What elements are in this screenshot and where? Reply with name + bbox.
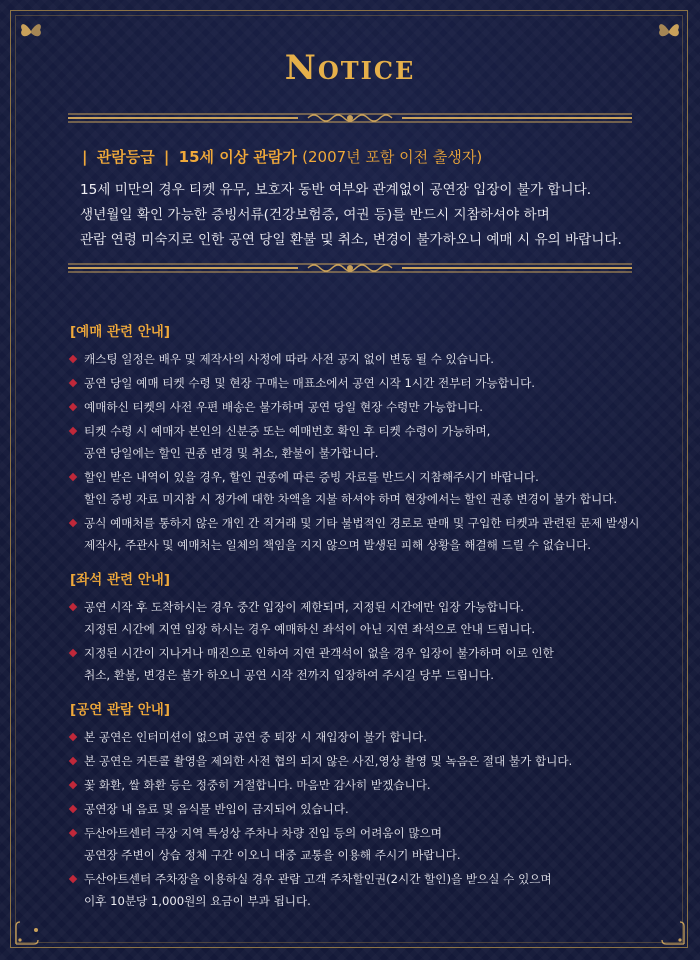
rating-heading <box>78 146 482 167</box>
rating-line: 15세 미만의 경우 티켓 유무, 보호자 동반 여부와 관계없이 공연장 입장이 불가 합니다. <box>80 182 592 198</box>
list-item <box>70 726 650 748</box>
list-item-text: 공식 예매처를 통하지 않은 개인 간 직거래 및 기타 불법적인 경로로 판매 및 구입한 티켓과 관련된 문제 발생시 <box>84 516 640 530</box>
section-title: [좌석 관련 안내] <box>70 572 170 588</box>
diamond-bullet-icon <box>69 379 77 387</box>
rating-note: (2007년 포함 이전 출생자) <box>302 148 483 166</box>
list-item-text: 두산아트센터 주차장을 이용하실 경우 관람 고객 주차할인권(2시간 할인)을 받으실 수 있으며 <box>84 872 552 886</box>
notice-sections <box>70 322 650 926</box>
list-item-text: 할인 증빙 자료 미지참 시 정가에 대한 차액을 지불 하셔야 하며 현장에서는 할인 권종 변경이 불가 합니다. <box>84 492 618 506</box>
list-item <box>70 596 650 640</box>
diamond-bullet-icon <box>69 875 77 883</box>
diamond-bullet-icon <box>69 355 77 363</box>
list-item <box>70 822 650 866</box>
list-item <box>70 396 650 418</box>
rating-label: 관람등급 <box>96 148 155 166</box>
ornamental-divider <box>68 110 632 126</box>
ornamental-divider <box>68 260 632 276</box>
list-item-text: 캐스팅 일정은 배우 및 제작사의 사정에 따라 사전 공지 없이 변동 될 수 있습니다. <box>84 352 494 366</box>
diamond-bullet-icon <box>69 805 77 813</box>
list-item-text: 두산아트센터 극장 지역 특성상 주차나 차량 진입 등의 어려움이 많으며 <box>84 826 442 840</box>
list-item-text: 지정된 시간에 지연 입장 하시는 경우 예매하신 좌석이 아닌 지연 좌석으로 안내 드립니다. <box>84 622 536 636</box>
rating-description <box>80 178 640 253</box>
rating-line: 생년월일 확인 가능한 증빙서류(건강보험증, 여권 등)를 반드시 지참하셔야 하며 <box>80 207 550 223</box>
list-item <box>70 798 650 820</box>
diamond-bullet-icon <box>69 473 77 481</box>
list-item <box>70 774 650 796</box>
bar-separator: | <box>163 148 170 166</box>
list-item-text: 티켓 수령 시 예매자 본인의 신분증 또는 예매번호 확인 후 티켓 수령이 가능하며, <box>84 424 491 438</box>
list-item <box>70 420 650 464</box>
notice-section <box>70 570 650 686</box>
rating-line: 관람 연령 미숙지로 인한 공연 당일 환불 및 취소, 변경이 불가하오니 예매 시 유의 바랍니다. <box>80 232 622 248</box>
corner-flourish-icon <box>14 920 40 946</box>
list-item <box>70 372 650 394</box>
list-item-text: 지정된 시간이 지나거나 매진으로 인하여 지연 관객석이 없을 경우 입장이 불가하며 이로 인한 <box>84 646 554 660</box>
diamond-bullet-icon <box>69 603 77 611</box>
list-item-text: 할인 받은 내역이 있을 경우, 할인 권종에 따른 증빙 자료를 반드시 지참해주시기 바랍니다. <box>84 470 539 484</box>
butterfly-ornament-icon <box>18 18 44 44</box>
page-title: Notice <box>284 48 416 88</box>
rating-value: 15세 이상 관람가 <box>178 148 297 166</box>
diamond-bullet-icon <box>69 427 77 435</box>
corner-flourish-icon <box>660 920 686 946</box>
list-item-text: 예매하신 티켓의 사전 우편 배송은 불가하며 공연 당일 현장 수령만 가능합니다. <box>84 400 483 414</box>
butterfly-ornament-icon <box>656 18 682 44</box>
list-item <box>70 642 650 686</box>
diamond-bullet-icon <box>69 829 77 837</box>
diamond-bullet-icon <box>69 757 77 765</box>
diamond-bullet-icon <box>69 649 77 657</box>
section-title: [공연 관람 안내] <box>70 702 170 718</box>
notice-section <box>70 700 650 912</box>
diamond-bullet-icon <box>69 733 77 741</box>
diamond-bullet-icon <box>69 519 77 527</box>
list-item <box>70 466 650 510</box>
list-item <box>70 348 650 370</box>
diamond-bullet-icon <box>69 781 77 789</box>
list-item-text: 제작사, 주관사 및 예매처는 일체의 책임을 지지 않으며 발생된 피해 상황을 해결해 드릴 수 없습니다. <box>84 538 591 552</box>
notice-section <box>70 322 650 556</box>
ornament-dot <box>34 928 38 932</box>
list-item-text: 공연장 내 음료 및 음식물 반입이 금지되어 있습니다. <box>84 802 349 816</box>
list-item <box>70 868 650 912</box>
diamond-bullet-icon <box>69 403 77 411</box>
list-item-text: 본 공연은 커튼콜 촬영을 제외한 사전 협의 되지 않은 사진,영상 촬영 및 녹음은 절대 불가 합니다. <box>84 754 573 768</box>
list-item <box>70 750 650 772</box>
list-item <box>70 512 650 556</box>
list-item-text: 공연 당일에는 할인 권종 변경 및 취소, 환불이 불가합니다. <box>84 446 379 460</box>
bar-separator: | <box>82 148 88 166</box>
list-item-text: 취소, 환불, 변경은 불가 하오니 공연 시작 전까지 입장하여 주시길 당부 드립니다. <box>84 668 494 682</box>
list-item-text: 본 공연은 인터미션이 없으며 공연 중 퇴장 시 재입장이 불가 합니다. <box>84 730 427 744</box>
list-item-text: 이후 10분당 1,000원의 요금이 부과 됩니다. <box>84 894 311 908</box>
list-item-text: 공연장 주변이 상습 정체 구간 이오니 대중 교통을 이용해 주시기 바랍니다. <box>84 848 461 862</box>
section-title: [예매 관련 안내] <box>70 324 170 340</box>
list-item-text: 공연 시작 후 도착하시는 경우 중간 입장이 제한되며, 지정된 시간에만 입장 가능합니다. <box>84 600 524 614</box>
list-item-text: 공연 당일 예매 티켓 수령 및 현장 구매는 매표소에서 공연 시작 1시간 전부터 가능합니다. <box>84 376 535 390</box>
list-item-text: 꽃 화환, 쌀 화환 등은 정중히 거절합니다. 마음만 감사히 받겠습니다. <box>84 778 431 792</box>
